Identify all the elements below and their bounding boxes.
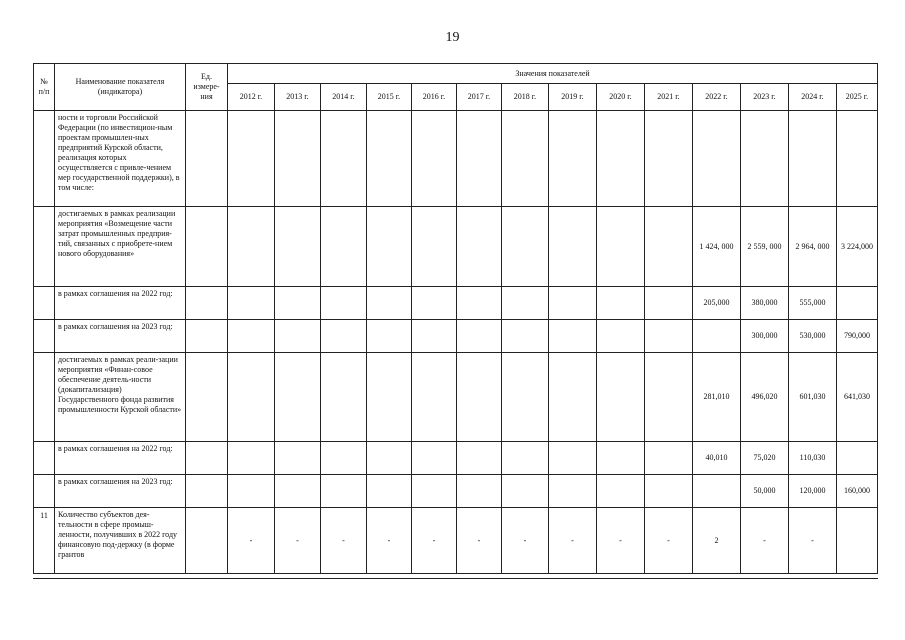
row-number: 11 [34, 508, 55, 574]
value-cell [457, 442, 502, 475]
value-cell: 50,000 [741, 475, 789, 508]
value-cell [457, 320, 502, 353]
value-cell [502, 442, 549, 475]
value-cell [228, 111, 275, 207]
table-row [34, 508, 878, 574]
row-number [34, 320, 55, 353]
value-cell [549, 320, 597, 353]
value-cell [367, 442, 412, 475]
value-cell [367, 475, 412, 508]
value-cell [228, 287, 275, 320]
value-cell [228, 442, 275, 475]
value-cell [502, 475, 549, 508]
value-cell: - [228, 508, 275, 574]
value-cell [228, 320, 275, 353]
value-cell [275, 353, 321, 442]
value-cell [597, 475, 645, 508]
value-cell: 2 964, 000 [789, 207, 837, 287]
value-cell [367, 320, 412, 353]
value-cell: 790,000 [837, 320, 878, 353]
value-cell: 300,000 [741, 320, 789, 353]
value-cell [321, 287, 367, 320]
value-cell [321, 353, 367, 442]
value-cell [837, 111, 878, 207]
value-cell: 555,000 [789, 287, 837, 320]
indicator-name: в рамках соглашения на 2022 год: [55, 442, 186, 475]
indicators-table [33, 63, 878, 574]
header-year: 2014 г. [321, 84, 367, 111]
header-no: № п/п [34, 64, 55, 111]
unit-cell [186, 442, 228, 475]
header-unit: Ед. измере- ния [186, 64, 228, 111]
value-cell: - [412, 508, 457, 574]
header-year: 2025 г. [837, 84, 878, 111]
value-cell [412, 320, 457, 353]
table-header [34, 64, 878, 111]
value-cell [549, 475, 597, 508]
value-cell: - [275, 508, 321, 574]
value-cell [367, 207, 412, 287]
unit-cell [186, 353, 228, 442]
value-cell [457, 353, 502, 442]
value-cell [228, 207, 275, 287]
indicator-name: достигаемых в рамках реализации мероприятия «Возмещение части затрат промышленных предприя-тий, связанных с приобрете-нием нового оборудования» [55, 207, 186, 287]
row-number [34, 207, 55, 287]
value-cell [457, 111, 502, 207]
table-row [34, 320, 878, 353]
value-cell [645, 287, 693, 320]
indicator-name: достигаемых в рамках реали-зации мероприятия «Финан-совое обеспечение деятель-ности (докапитализация) Государственного фонда развития промышленности Курской области» [55, 353, 186, 442]
indicator-name: Количество субъектов дея-тельности в сфере промыш-ленности, получивших в 2022 году финансовую под-держку (в форме грантов [55, 508, 186, 574]
value-cell [549, 442, 597, 475]
value-cell [321, 111, 367, 207]
value-cell [549, 111, 597, 207]
value-cell [412, 442, 457, 475]
value-cell [837, 287, 878, 320]
value-cell [321, 442, 367, 475]
unit-cell [186, 287, 228, 320]
header-year: 2013 г. [275, 84, 321, 111]
value-cell [367, 287, 412, 320]
value-cell [502, 287, 549, 320]
value-cell [837, 508, 878, 574]
row-number [34, 111, 55, 207]
table-body [34, 111, 878, 574]
value-cell [597, 442, 645, 475]
value-cell: - [321, 508, 367, 574]
value-cell [837, 442, 878, 475]
value-cell [645, 207, 693, 287]
header-year: 2023 г. [741, 84, 789, 111]
value-cell [228, 475, 275, 508]
value-cell [228, 353, 275, 442]
header-values-group: Значения показателей [228, 64, 878, 84]
value-cell [597, 287, 645, 320]
value-cell: 2 559, 000 [741, 207, 789, 287]
value-cell: 1 424, 000 [693, 207, 741, 287]
value-cell: 40,010 [693, 442, 741, 475]
header-year: 2020 г. [597, 84, 645, 111]
value-cell [597, 353, 645, 442]
value-cell: - [367, 508, 412, 574]
table-row [34, 111, 878, 207]
value-cell: 120,000 [789, 475, 837, 508]
value-cell: 530,000 [789, 320, 837, 353]
value-cell [693, 475, 741, 508]
value-cell [502, 320, 549, 353]
row-number [34, 353, 55, 442]
value-cell [275, 320, 321, 353]
header-year: 2022 г. [693, 84, 741, 111]
value-cell [412, 207, 457, 287]
indicator-name: ности и торговли Российской Федерации (по инвестицион-ным проектам промышлен-ных предприятий Курской области, реализация которых осуществляется с привле-чением мер государственной поддержки), в том числе: [55, 111, 186, 207]
unit-cell [186, 508, 228, 574]
row-number [34, 475, 55, 508]
value-cell: - [645, 508, 693, 574]
value-cell [412, 287, 457, 320]
value-cell [275, 111, 321, 207]
table-row [34, 287, 878, 320]
row-number [34, 442, 55, 475]
value-cell [597, 320, 645, 353]
value-cell [789, 111, 837, 207]
value-cell: - [502, 508, 549, 574]
value-cell: 205,000 [693, 287, 741, 320]
header-year: 2012 г. [228, 84, 275, 111]
value-cell [645, 475, 693, 508]
value-cell: 496,020 [741, 353, 789, 442]
value-cell [412, 475, 457, 508]
value-cell: - [549, 508, 597, 574]
value-cell: - [741, 508, 789, 574]
value-cell [693, 111, 741, 207]
value-cell [321, 207, 367, 287]
value-cell [457, 287, 502, 320]
value-cell [412, 111, 457, 207]
header-name: Наименование показателя (индикатора) [55, 64, 186, 111]
header-year: 2015 г. [367, 84, 412, 111]
value-cell [645, 111, 693, 207]
value-cell [457, 207, 502, 287]
value-cell [502, 111, 549, 207]
value-cell [645, 442, 693, 475]
value-cell [275, 442, 321, 475]
value-cell [367, 353, 412, 442]
value-cell [645, 353, 693, 442]
header-year: 2019 г. [549, 84, 597, 111]
value-cell [502, 353, 549, 442]
value-cell [321, 475, 367, 508]
unit-cell [186, 475, 228, 508]
unit-cell [186, 207, 228, 287]
table-row [34, 353, 878, 442]
value-cell [502, 207, 549, 287]
header-year: 2017 г. [457, 84, 502, 111]
value-cell: 281,010 [693, 353, 741, 442]
value-cell: 3 224,000 [837, 207, 878, 287]
header-year: 2018 г. [502, 84, 549, 111]
value-cell [412, 353, 457, 442]
value-cell: - [457, 508, 502, 574]
value-cell [321, 320, 367, 353]
value-cell: 601,030 [789, 353, 837, 442]
page-number: 19 [445, 30, 460, 45]
value-cell [645, 320, 693, 353]
value-cell [741, 111, 789, 207]
value-cell [367, 111, 412, 207]
indicator-name: в рамках соглашения на 2023 год: [55, 475, 186, 508]
value-cell: - [597, 508, 645, 574]
unit-cell [186, 111, 228, 207]
value-cell [549, 287, 597, 320]
table-row [34, 207, 878, 287]
row-number [34, 287, 55, 320]
value-cell [549, 207, 597, 287]
unit-cell [186, 320, 228, 353]
value-cell: 160,000 [837, 475, 878, 508]
value-cell [275, 207, 321, 287]
value-cell: 641,030 [837, 353, 878, 442]
value-cell: - [789, 508, 837, 574]
indicator-name: в рамках соглашения на 2023 год: [55, 320, 186, 353]
value-cell: 75,020 [741, 442, 789, 475]
header-year: 2021 г. [645, 84, 693, 111]
value-cell [597, 111, 645, 207]
table-row [34, 475, 878, 508]
value-cell [457, 475, 502, 508]
value-cell: 110,030 [789, 442, 837, 475]
value-cell [275, 475, 321, 508]
table-row [34, 442, 878, 475]
value-cell: 2 [693, 508, 741, 574]
value-cell [597, 207, 645, 287]
value-cell [549, 353, 597, 442]
page-bottom-rule [33, 578, 878, 579]
indicator-name: в рамках соглашения на 2022 год: [55, 287, 186, 320]
value-cell [275, 287, 321, 320]
header-year: 2016 г. [412, 84, 457, 111]
value-cell [693, 320, 741, 353]
header-year: 2024 г. [789, 84, 837, 111]
value-cell: 380,000 [741, 287, 789, 320]
